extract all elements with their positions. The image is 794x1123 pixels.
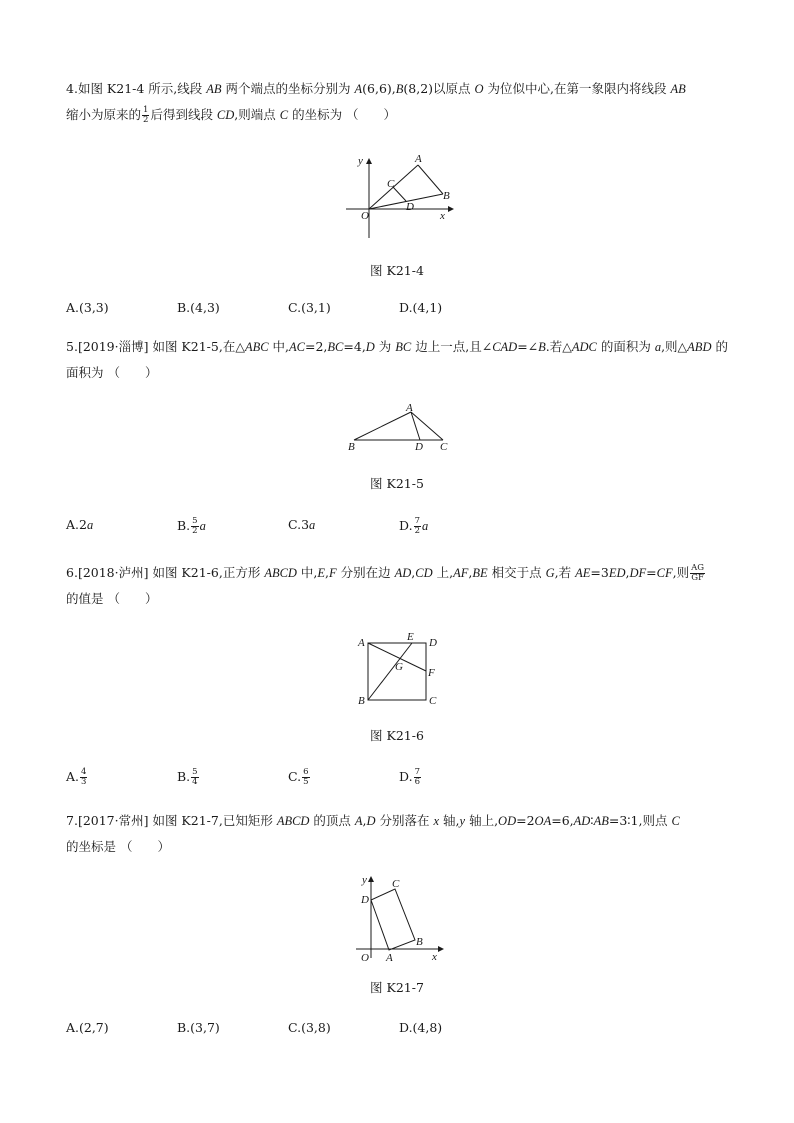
svg-text:C: C <box>392 878 400 890</box>
svg-text:B: B <box>443 190 450 202</box>
options-q7 <box>66 1020 746 1040</box>
option-a[interactable]: A.(2,7) <box>66 1020 109 1035</box>
svg-text:A: A <box>358 637 365 649</box>
option-d[interactable]: D.(4,1) <box>399 300 443 315</box>
figure-caption: 图 K21-7 <box>370 980 424 995</box>
option-d[interactable]: D.(4,8) <box>399 1020 443 1035</box>
figure-caption: 图 K21-4 <box>370 263 424 278</box>
svg-text:A: A <box>386 952 393 964</box>
svg-text:D: D <box>361 894 369 906</box>
svg-text:G: G <box>395 661 403 673</box>
options-q4 <box>66 300 746 320</box>
figure-caption: 图 K21-5 <box>370 476 424 491</box>
option-b[interactable]: B. $\frac{5}{4}$ <box>177 767 198 787</box>
svg-text:B: B <box>416 936 423 948</box>
question-4: 4.如图 K21-4 所示,线段 AB 两个端点的坐标分别为 A(6,6),B(8,2)以原点 O 为位似中心,在第一象限内将线段 AB 缩小为原来的 $\frac{1}{2}$ 后得到线段 CD,则端点 C 的坐标为 （ ） <box>66 81 686 125</box>
svg-text:B: B <box>358 695 365 707</box>
option-d[interactable]: D. $\frac{7}{6}$ <box>399 767 420 787</box>
svg-text:C: C <box>440 441 448 453</box>
figure-caption: 图 K21-6 <box>370 728 424 743</box>
option-b[interactable]: B.(4,3) <box>177 300 220 315</box>
svg-text:O: O <box>361 952 369 964</box>
svg-text:E: E <box>407 631 414 643</box>
fraction-ag-gf: $\frac{AG}{GF}$ <box>691 563 705 583</box>
svg-text:C: C <box>387 178 395 190</box>
option-a[interactable]: A.2a <box>66 517 94 532</box>
question-6: 6.[2018·泸州] 如图 K21-6,正方形 ABCD 中,E,F 分别在边 AD,CD 上,AF,BE 相交于点 G,若 AE=3ED,DF=CF,则 $\frac{AG}{GF}$ 的值是 （ ） <box>66 563 705 606</box>
option-c[interactable]: C.(3,8) <box>288 1020 331 1035</box>
svg-text:B: B <box>348 441 355 453</box>
option-a[interactable]: A. $\frac{4}{3}$ <box>66 767 87 787</box>
svg-text:A: A <box>415 153 422 165</box>
svg-text:y: y <box>358 155 363 167</box>
svg-text:x: x <box>440 210 445 222</box>
figure-k21-6 <box>350 630 450 710</box>
svg-text:D: D <box>429 637 437 649</box>
svg-text:O: O <box>361 210 369 222</box>
svg-text:F: F <box>428 667 435 679</box>
question-source: [2019·淄博] <box>77 339 149 354</box>
svg-text:D: D <box>415 441 423 453</box>
option-c[interactable]: C.3a <box>288 517 316 532</box>
options-q6 <box>66 768 746 788</box>
svg-text:y: y <box>362 874 367 886</box>
svg-text:D: D <box>406 201 414 213</box>
option-c[interactable]: C. $\frac{6}{5}$ <box>288 767 309 787</box>
figure-k21-7 <box>340 870 450 965</box>
option-d[interactable]: D. $\frac{7}{2}$ a <box>399 516 429 536</box>
question-source: [2017·常州] <box>77 813 149 828</box>
option-b[interactable]: B.(3,7) <box>177 1020 220 1035</box>
question-7: 7.[2017·常州] 如图 K21-7,已知矩形 ABCD 的顶点 A,D 分别落在 x 轴,y 轴上,OD=2OA=6,AD∶AB=3∶1,则点 C 的坐标是 （ ） <box>66 813 680 854</box>
option-b[interactable]: B. $\frac{5}{2}$ a <box>177 516 206 536</box>
question-5: 5.[2019·淄博] 如图 K21-5,在△ABC 中,AC=2,BC=4,D 为 BC 边上一点,且∠CAD=∠B.若△ADC 的面积为 a,则△ABD 的面积为 （ ） <box>66 339 728 380</box>
figure-k21-5 <box>340 398 460 458</box>
figure-k21-4 <box>340 150 460 240</box>
fraction-one-half: $\frac{1}{2}$ <box>143 105 149 125</box>
option-c[interactable]: C.(3,1) <box>288 300 331 315</box>
svg-text:C: C <box>429 695 437 707</box>
svg-text:x: x <box>432 951 437 963</box>
question-number: 4. <box>66 81 78 96</box>
question-source: [2018·泸州] <box>77 565 149 580</box>
option-a[interactable]: A.(3,3) <box>66 300 109 315</box>
svg-text:A: A <box>406 402 413 414</box>
options-q5 <box>66 517 746 537</box>
